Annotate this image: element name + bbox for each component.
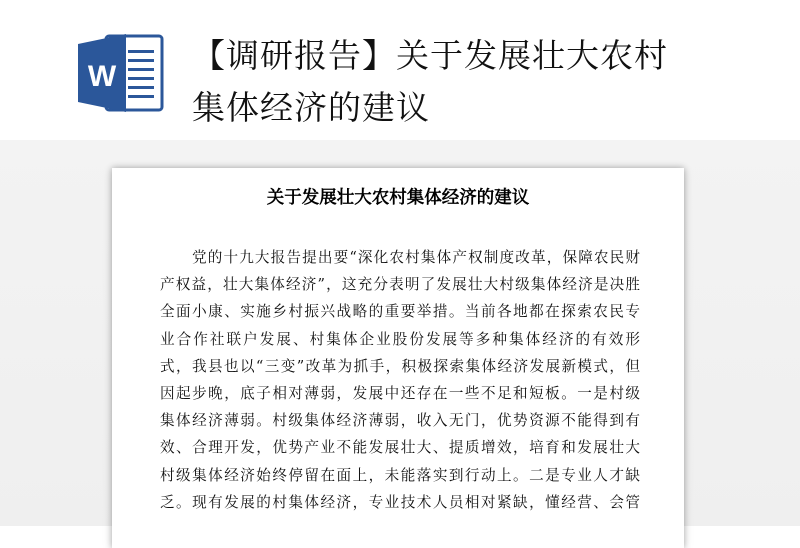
- body-line: 党的十九大报告提出要“深化农村集体产权制度改革，保障农民财: [192, 249, 640, 266]
- body-line: 因起步晚，底子相对薄弱，发展中还存在一些不足和短板。一是村级: [160, 384, 640, 402]
- body-line: 集体经济薄弱。村级集体经济薄弱，收入无门，优势资源不能得到有: [160, 412, 640, 430]
- document-page: [112, 168, 684, 548]
- document-body: [160, 244, 640, 516]
- body-line: 业合作社联户发展、村集体企业股份发展等多种集体经济的有效形: [160, 330, 640, 348]
- body-line: 乏。现有发展的村集体经济，专业技术人员相对紧缺，懂经营、会管: [160, 493, 640, 511]
- body-line: 式，我县也以“三变”改革为抓手，积极探索集体经济发展新模式，但: [160, 357, 640, 375]
- page-heading: [192, 30, 772, 134]
- heading-line-2: 集体经济的建议: [192, 88, 430, 127]
- body-line: 效、合理开发，优势产业不能发展壮大、提质增效，培育和发展壮大: [160, 439, 640, 457]
- heading-line-1: 【调研报告】关于发展壮大农村: [192, 36, 668, 75]
- body-line: 产权益，壮大集体经济”，这充分表明了发展壮大村级集体经济是决胜: [160, 276, 640, 294]
- svg-text:W: W: [87, 60, 117, 93]
- word-icon: [76, 30, 166, 116]
- document-title: 关于发展壮大农村集体经济的建议: [266, 188, 530, 208]
- body-line: 村级集体经济始终停留在面上，未能落实到行动上。二是专业人才缺: [160, 466, 640, 484]
- body-line: 全面小康、实施乡村振兴战略的重要举措。当前各地都在探索农民专: [160, 303, 640, 321]
